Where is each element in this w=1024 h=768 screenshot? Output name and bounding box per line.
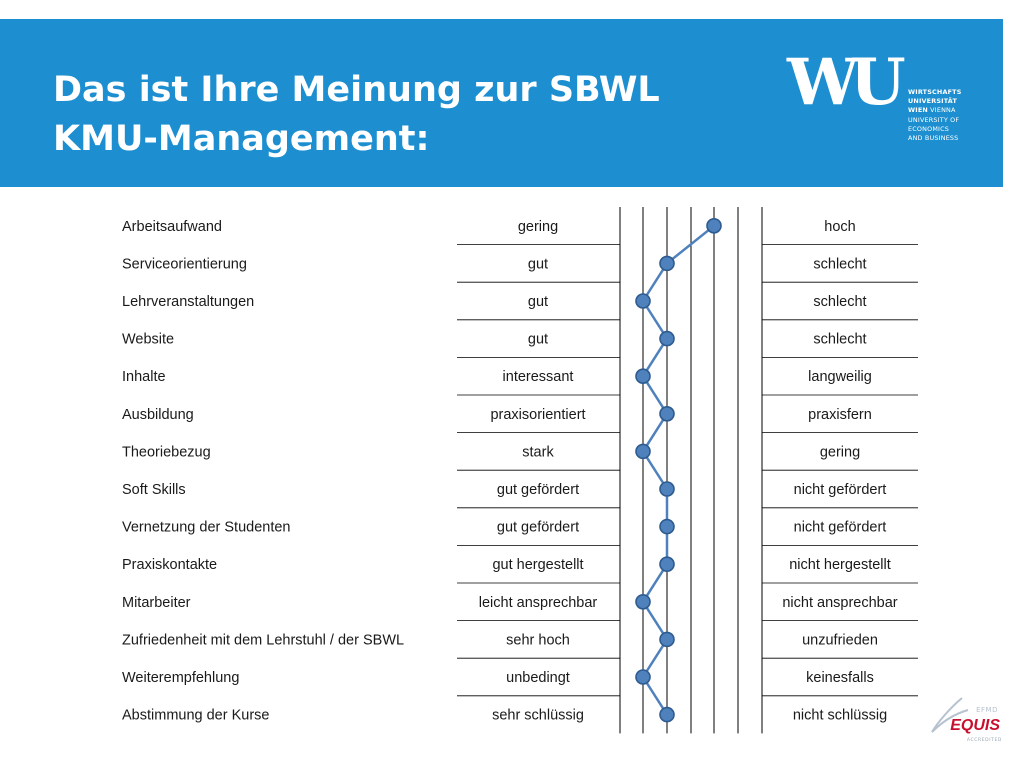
category-label: Vernetzung der Studenten (122, 519, 291, 536)
wu-logo-letters: WU (787, 45, 897, 112)
left-pole-label: stark (522, 444, 554, 461)
right-pole-label: schlecht (813, 256, 867, 273)
data-point (660, 482, 674, 496)
right-pole-label: praxisfern (808, 406, 872, 423)
right-pole-label: hoch (824, 218, 856, 235)
data-point (660, 256, 674, 270)
data-point (636, 595, 650, 609)
right-pole-label: nicht hergestellt (789, 557, 891, 574)
category-label: Zufriedenheit mit dem Lehrstuhl / der SBWL (122, 632, 405, 649)
data-point (660, 520, 674, 534)
data-point (660, 407, 674, 421)
equis-efmd-text: EFMD (976, 706, 998, 714)
right-pole-label: schlecht (813, 294, 867, 310)
left-pole-label: gut (527, 331, 549, 348)
category-label: Theoriebezug (122, 444, 211, 461)
data-point (707, 219, 721, 233)
right-pole-label: nicht ansprechbar (782, 594, 898, 611)
left-pole-label: gut gefördert (496, 482, 580, 498)
left-pole-label: gut (527, 256, 549, 273)
right-pole-label: nicht gefördert (793, 482, 887, 498)
category-label: Serviceorientierung (122, 256, 247, 273)
chart-profile (636, 219, 721, 722)
left-pole-label: gut (527, 294, 549, 310)
chart-labels (122, 219, 898, 724)
right-pole-label: nicht schlüssig (792, 707, 888, 724)
right-pole-label: schlecht (813, 331, 867, 348)
left-pole-label: unbedingt (506, 670, 570, 686)
category-label: Mitarbeiter (122, 594, 191, 611)
data-point (660, 632, 674, 646)
category-label: Lehrveranstaltungen (122, 294, 255, 310)
equis-accredited-text: ACCREDITED (966, 738, 1002, 743)
data-point (660, 708, 674, 722)
page-title-line-2: KMU-Management: (53, 119, 430, 159)
left-pole-label: gut hergestellt (492, 557, 584, 574)
equis-text: EQUIS (950, 717, 1000, 734)
left-pole-label: praxisorientiert (490, 406, 586, 423)
category-label: Arbeitsaufwand (122, 218, 222, 235)
data-point (636, 444, 650, 458)
category-label: Ausbildung (122, 406, 194, 423)
category-label: Soft Skills (122, 482, 186, 498)
right-pole-label: gering (819, 444, 861, 461)
equis-accreditation-logo (928, 692, 1012, 752)
category-label: Website (122, 331, 175, 348)
left-pole-label: gut gefördert (496, 519, 580, 536)
right-pole-label: nicht gefördert (793, 519, 887, 536)
data-point (636, 294, 650, 308)
data-point (636, 670, 650, 684)
chart-grid (457, 207, 918, 733)
data-point (636, 369, 650, 383)
data-point (660, 557, 674, 571)
right-pole-label: keinesfalls (806, 670, 874, 686)
data-point (660, 332, 674, 346)
wu-logo-text: WIRTSCHAFTS UNIVERSITÄT WIEN VIENNA UNIVERSITY OF ECONOMICS AND BUSINESS (908, 88, 962, 143)
category-label: Praxiskontakte (122, 557, 218, 574)
left-pole-label: leicht ansprechbar (478, 594, 598, 611)
left-pole-label: interessant (502, 369, 574, 386)
right-pole-label: langweilig (808, 369, 872, 386)
left-pole-label: sehr hoch (506, 632, 570, 649)
category-label: Weiterempfehlung (122, 670, 240, 686)
left-pole-label: gering (517, 218, 559, 235)
right-pole-label: unzufrieden (802, 632, 878, 649)
profile-line (643, 226, 714, 715)
left-pole-label: sehr schlüssig (492, 707, 584, 724)
page-title-line-1: Das ist Ihre Meinung zur SBWL (53, 70, 660, 110)
category-label: Inhalte (122, 369, 166, 386)
category-label: Abstimmung der Kurse (122, 707, 270, 724)
